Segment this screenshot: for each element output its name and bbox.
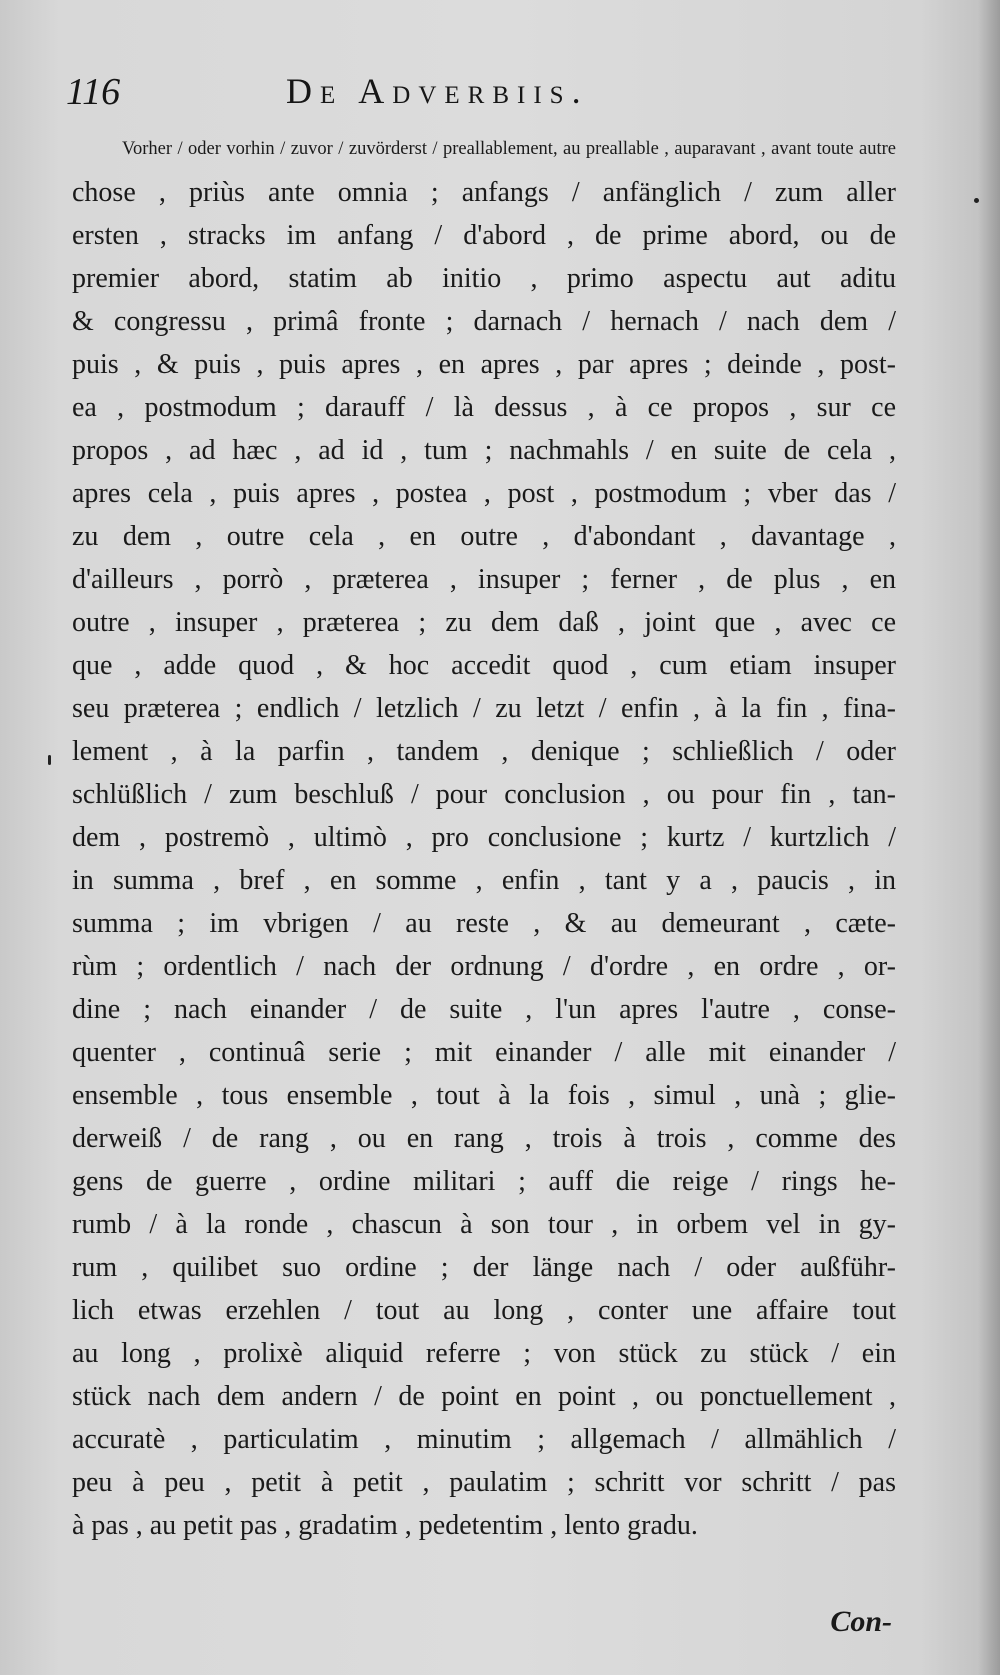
text-line: stück nach dem andern / de point en point , ou ponctuellement ,	[72, 1381, 896, 1412]
text-line: seu præterea ; endlich / letzlich / zu letzt / enfin , à la fin , fina-	[72, 693, 896, 724]
text-line: summa ; im vbrigen / au reste , & au demeurant , cæte-	[72, 908, 896, 939]
ink-mark	[48, 755, 51, 765]
text-line: ersten , stracks im anfang / d'abord , de prime abord, ou de	[72, 220, 896, 251]
text-line: rum , quilibet suo ordine ; der länge nach / oder außführ-	[72, 1252, 896, 1283]
catchword: Con-	[830, 1605, 892, 1638]
page-number: 116	[66, 71, 121, 113]
text-line: & congressu , primâ fronte ; darnach / hernach / nach dem /	[72, 306, 896, 337]
text-line: lich etwas erzehlen / tout au long , conter une affaire tout	[72, 1295, 896, 1326]
text-line: dem , postremò , ultimò , pro conclusione ; kurtz / kurtzlich /	[72, 822, 896, 853]
text-line: d'ailleurs , porrò , præterea , insuper ; ferner , de plus , en	[72, 564, 896, 595]
text-line: au long , prolixè aliquid referre ; von stück zu stück / ein	[72, 1338, 896, 1369]
text-line: chose , priùs ante omnia ; anfangs / anfänglich / zum aller	[72, 177, 896, 208]
text-line: outre , insuper , præterea ; zu dem daß , joint que , avec ce	[72, 607, 896, 638]
text-line: ea , postmodum ; darauff / là dessus , à ce propos , sur ce	[72, 392, 896, 423]
text-line: Vorher / oder vorhin / zuvor / zuvörderst / preallablement, au preallable , auparavant , avant toute autre	[122, 139, 896, 159]
text-line: premier abord, statim ab initio , primo aspectu aut aditu	[72, 263, 896, 294]
text-line: derweiß / de rang , ou en rang , trois à trois , comme des	[72, 1123, 896, 1154]
text-line: quenter , continuâ serie ; mit einander / alle mit einander /	[72, 1037, 896, 1068]
text-line: à pas , au petit pas , gradatim , pedetentim , lento gradu.	[72, 1510, 698, 1541]
text-line: que , adde quod , & hoc accedit quod , cum etiam insuper	[72, 650, 896, 681]
text-line: propos , ad hæc , ad id , tum ; nachmahls / en suite de cela ,	[72, 435, 896, 466]
text-line: dine ; nach einander / de suite , l'un apres l'autre , conse-	[72, 994, 896, 1025]
ink-speck	[974, 198, 979, 203]
running-title: De Adverbiis.	[286, 71, 589, 111]
text-line: lement , à la parfin , tandem , denique ; schließlich / oder	[72, 736, 896, 767]
body-text	[72, 128, 896, 1547]
text-line: gens de guerre , ordine militari ; auff die reige / rings he-	[72, 1166, 896, 1197]
text-line: peu à peu , petit à petit , paulatim ; schritt vor schritt / pas	[72, 1467, 896, 1498]
text-line: accuratè , particulatim , minutim ; allgemach / allmählich /	[72, 1424, 896, 1455]
text-line: zu dem , outre cela , en outre , d'abondant , davantage ,	[72, 521, 896, 552]
text-line: in summa , bref , en somme , enfin , tant y a , paucis , in	[72, 865, 896, 896]
text-line: ensemble , tous ensemble , tout à la fois , simul , unà ; glie-	[72, 1080, 896, 1111]
text-line: rùm ; ordentlich / nach der ordnung / d'ordre , en ordre , or-	[72, 951, 896, 982]
text-line: rumb / à la ronde , chascun à son tour , in orbem vel in gy-	[72, 1209, 896, 1240]
text-line: apres cela , puis apres , postea , post , postmodum ; vber das /	[72, 478, 896, 509]
text-line: puis , & puis , puis apres , en apres , par apres ; deinde , post-	[72, 349, 896, 380]
text-line: schlüßlich / zum beschluß / pour conclusion , ou pour fin , tan-	[72, 779, 896, 810]
page-header	[66, 70, 866, 120]
